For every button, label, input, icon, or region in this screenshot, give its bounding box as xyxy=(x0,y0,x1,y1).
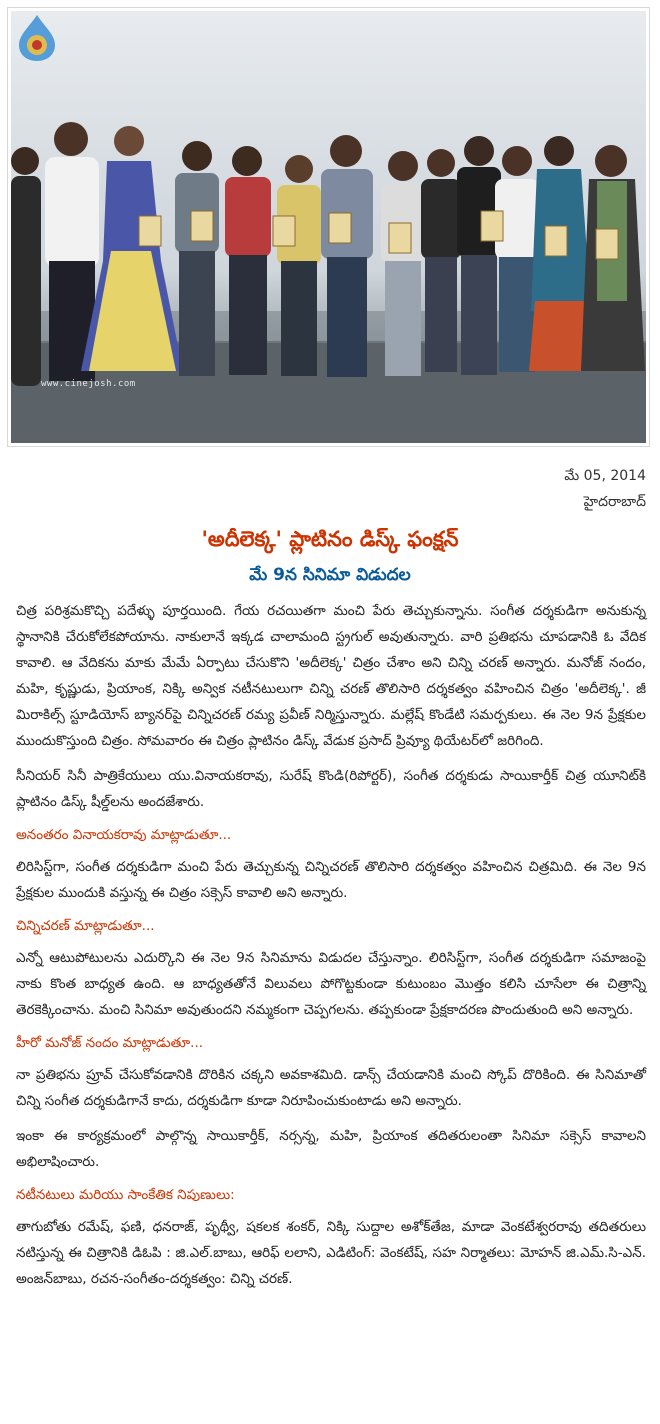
event-photo xyxy=(11,11,646,443)
article-paragraph: ఎన్నో ఆటుపోటులను ఎదుర్కొని ఈ నెల 9న సినిమాను విడుదల చేస్తున్నాం. లిరిసిస్ట్‌గా, సంగీత దర్శకుడిగా సమాజంపై నాకు కొంత బాధ్యత ఉంది. ఆ బాధ్యతతోనే విలువలు పోగొట్టకుండా కుటుంబం మొత్తం కలిసి చూసేలా ఈ చిత్రాన్ని తెరకెక్కించాను. మంచి సినిమా అవుతుందని నమ్మకంగా చెప్పగలను. తప్పకుండా ప్రేక్షకాదరణ పొందుతుంది అని అన్నారు. xyxy=(16,950,646,1018)
section-heading: చిన్నిచరణ్ మాట్లాడుతూ... xyxy=(16,918,155,934)
article-location: హైదరాబాద్ xyxy=(583,494,646,510)
article-subheadline: మే 9న సినిమా విడుదల xyxy=(249,565,411,585)
article-headline: 'అదీలెక్క' ప్లాటినం డిస్క్ ఫంక్షన్ xyxy=(201,527,459,551)
article-body xyxy=(16,598,646,1301)
section-heading: నటీనటులు మరియు సాంకేతిక నిపుణులు: xyxy=(16,1187,235,1203)
event-photo-frame xyxy=(7,7,650,447)
photo-watermark: www.cinejosh.com xyxy=(41,379,136,389)
cinejosh-logo-icon xyxy=(11,11,63,63)
article-paragraph: తాగుబోతు రమేష్, ఫణి, ధనరాజ్, పృథ్వీ, షకలక శంకర్, నిక్కి సుద్దాల అశోక్‌తేజ, మాడా వెంకటేశ్వరరావు తదితరులు నటిస్తున్న ఈ చిత్రానికి డిఓపి : జి.ఎల్.బాబు, ఆరిఫ్ లలాని, ఎడిటింగ్: వెంకటేష్, సహ నిర్మాతలు: మోహన్ జి.ఎమ్.సి-ఎన్. అంజన్‌బాబు, రచన-సంగీతం-దర్శకత్వం: చిన్ని చరణ్. xyxy=(16,1219,646,1287)
article-paragraph: చిత్ర పరిశ్రమకొచ్చి పదేళ్ళు పూర్తయింది. గేయ రచయితగా మంచి పేరు తెచ్చుకున్నాను. సంగీత దర్శకుడిగా అనుకున్న స్థానానికి చేరుకోలేకపోయాను. నాకులానే ఇక్కడ చాలామంది స్ట్రగుల్ అవుతున్నారు. వారి ప్రతిభను చూపడానికి ఓ వేదిక కావాలి. ఆ వేదికను మాకు మేమే ఏర్పాటు చేసుకొని 'అదీలెక్క' చిత్రం చేశాం అని చిన్ని చరణ్ అన్నారు. మనోజ్ నందం, మహి, కృష్ణుడు, ప్రియాంక, నిక్కి అన్విక నటీనటులుగా చిన్ని చరణ్ తొలిసారి దర్శకత్వం వహించిన చిత్రం 'అదీలెక్క'. జీ మిరాకిల్స్ స్టూడియోస్ బ్యానర్‌పై చిన్నిచరణ్ రమ్య ప్రవీణ్ నిర్మిస్తున్నారు. మల్లేష్ కొండేటి సమర్పకులు. ఈ నెల 9న ప్రేక్షకుల ముందుకొస్తుంది చిత్రం. సోమవారం ఈ చిత్రం ప్లాటినం డిస్క్ వేడుక ప్రసాద్ ప్రివ్యూ థియేటర్‌లో జరిగింది. xyxy=(16,603,646,749)
article-paragraph: సీనియర్ సినీ పాత్రికేయులు యు.వినాయకరావు, సురేష్ కొండి(రిపోర్టర్), సంగీత దర్శకుడు సాయికార్తీక్ చిత్ర యూనిట్‌కి ప్లాటినం డిస్క్ షీల్డ్‌లను అందజేశారు. xyxy=(16,768,646,810)
section-heading: హీరో మనోజ్ నందం మాట్లాడుతూ... xyxy=(16,1035,204,1051)
article-paragraph: ఇంకా ఈ కార్యక్రమంలో పాల్గొన్న సాయికార్తీక్, నర్సన్న, మహి, ప్రియాంక తదితరులంతా సినిమా సక్సెస్ కావాలని అభిలాషించారు. xyxy=(16,1128,646,1170)
article-date: మే 05, 2014 xyxy=(564,468,646,484)
article-paragraph: లిరిసిస్ట్‌గా, సంగీత దర్శకుడిగా మంచి పేరు తెచ్చుకున్న చిన్నిచరణ్ తొలిసారి దర్శకత్వం వహించిన చిత్రమిది. ఈ నెల 9న ప్రేక్షకుల ముందుకి వస్తున్న ఈ చిత్రం సక్సెస్ కావాలి అని అన్నారు. xyxy=(16,859,646,901)
section-heading: అనంతరం వినాయకరావు మాట్లాడుతూ... xyxy=(16,827,232,843)
article-paragraph: నా ప్రతిభను ప్రూవ్ చేసుకోవడానికి దొరికిన చక్కని అవకాశమిది. డాన్స్ చేయడానికి మంచి స్కోప్ దొరికింది. ఈ సినిమాతో చిన్ని సంగీత దర్శకుడిగానే కాదు, దర్శకుడిగా కూడా నిరూపించుకుంటాడు అని అన్నారు. xyxy=(16,1067,646,1109)
